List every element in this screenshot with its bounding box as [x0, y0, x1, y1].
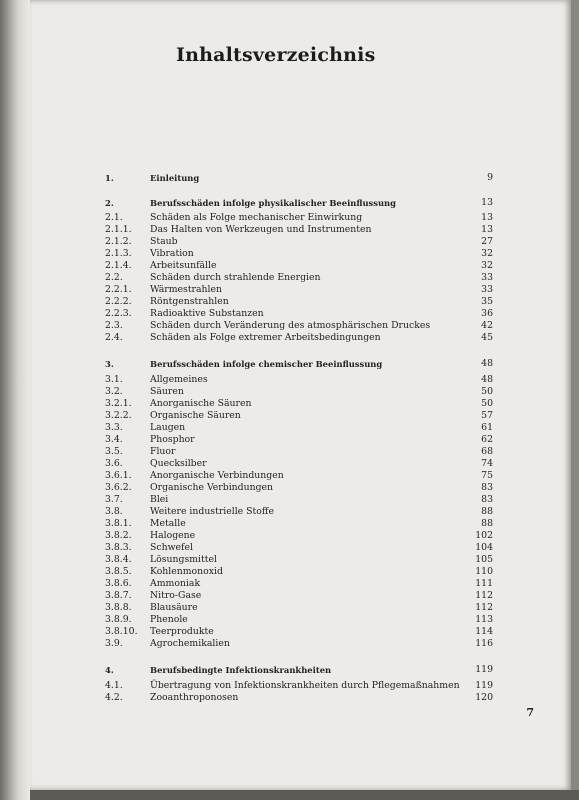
toc-row — [0, 638, 579, 650]
toc-title: Wärmestrahlen — [150, 284, 222, 295]
toc-number: 2.2.2. — [105, 296, 132, 307]
toc-row — [0, 236, 579, 248]
toc-row — [0, 566, 579, 578]
toc-title: Staub — [150, 236, 178, 247]
toc-number: 3.8.3. — [105, 542, 132, 553]
toc-number: 2.1.2. — [105, 236, 132, 247]
page-number: 7 — [526, 706, 534, 719]
toc-title: Säuren — [150, 386, 184, 397]
toc-title: Phenole — [150, 614, 188, 625]
toc-page: 68 — [481, 446, 493, 457]
toc-title: Fluor — [150, 446, 176, 457]
toc-title: Laugen — [150, 422, 186, 433]
toc-title: Metalle — [150, 518, 186, 529]
toc-page: 111 — [475, 578, 493, 589]
toc-number: 3.8.5. — [105, 566, 132, 577]
toc-title: Anorganische Verbindungen — [150, 470, 284, 481]
toc-row — [0, 434, 579, 446]
toc-title: Schwefel — [150, 542, 193, 553]
toc-number: 3.8.1. — [105, 518, 132, 529]
toc-title: Schäden durch strahlende Energien — [150, 272, 321, 283]
toc-page: 32 — [481, 260, 493, 271]
toc-page: 105 — [475, 554, 493, 565]
toc-title: Das Halten von Werkzeugen und Instrumenten — [150, 224, 372, 235]
toc-title: Organische Verbindungen — [150, 482, 274, 493]
toc-page: 48 — [481, 358, 493, 369]
toc-page: 116 — [475, 638, 493, 649]
toc-title: Kohlenmonoxid — [150, 566, 223, 577]
toc-row — [0, 260, 579, 272]
toc-row — [0, 224, 579, 236]
toc-row — [0, 470, 579, 482]
toc-number: 3.3. — [105, 422, 123, 433]
toc-title: Vibration — [150, 248, 194, 259]
toc-section-row — [0, 197, 579, 209]
toc-number: 2. — [105, 198, 114, 208]
toc-page: 119 — [475, 664, 493, 675]
toc-title: Lösungsmittel — [150, 554, 217, 565]
toc-row — [0, 692, 579, 704]
toc-number: 3.8.10. — [105, 626, 138, 637]
toc-number: 3.4. — [105, 434, 123, 445]
toc-number: 4.2. — [105, 692, 123, 703]
toc-row — [0, 578, 579, 590]
toc-page: 119 — [475, 680, 493, 691]
toc-title: Organische Säuren — [150, 410, 241, 421]
toc-page: 75 — [481, 470, 493, 481]
toc-page: 57 — [481, 410, 493, 421]
toc-row — [0, 284, 579, 296]
toc-number: 3.6. — [105, 458, 123, 469]
toc-title: Allgemeines — [150, 374, 208, 385]
toc-number: 3.8.2. — [105, 530, 132, 541]
toc-row — [0, 410, 579, 422]
toc-number: 3. — [105, 359, 114, 369]
toc-page: 88 — [481, 506, 493, 517]
toc-title: Teerprodukte — [150, 626, 214, 637]
toc-row — [0, 680, 579, 692]
toc-title: Quecksilber — [150, 458, 207, 469]
toc-row — [0, 446, 579, 458]
toc-number: 3.9. — [105, 638, 123, 649]
toc-page: 13 — [481, 224, 493, 235]
toc-page: 33 — [481, 284, 493, 295]
toc-row — [0, 374, 579, 386]
toc-title: Agrochemikalien — [150, 638, 230, 649]
toc-title: Arbeitsunfälle — [150, 260, 217, 271]
toc-number: 3.7. — [105, 494, 123, 505]
toc-number: 3.5. — [105, 446, 123, 457]
toc-number: 4.1. — [105, 680, 123, 691]
toc-section-row — [0, 664, 579, 676]
toc-number: 2.1.3. — [105, 248, 132, 259]
toc-row — [0, 530, 579, 542]
toc-section-row — [0, 172, 579, 184]
toc-row — [0, 308, 579, 320]
toc-row — [0, 590, 579, 602]
toc-row — [0, 494, 579, 506]
toc-number: 4. — [105, 665, 114, 675]
toc-number: 3.8.4. — [105, 554, 132, 565]
toc-page: 27 — [481, 236, 493, 247]
toc-number: 2.3. — [105, 320, 123, 331]
toc-number: 3.2. — [105, 386, 123, 397]
toc-page: 83 — [481, 482, 493, 493]
toc-page: 36 — [481, 308, 493, 319]
toc-row — [0, 212, 579, 224]
toc-section-row — [0, 358, 579, 370]
toc-title: Berufsschäden infolge chemischer Beeinflussung — [150, 359, 383, 369]
toc-title: Phosphor — [150, 434, 195, 445]
toc-row — [0, 506, 579, 518]
toc-title: Anorganische Säuren — [150, 398, 252, 409]
toc-page: 13 — [481, 212, 493, 223]
toc-row — [0, 482, 579, 494]
toc-row — [0, 398, 579, 410]
toc-row — [0, 422, 579, 434]
toc-page: 62 — [481, 434, 493, 445]
toc-row — [0, 554, 579, 566]
toc-page: 120 — [475, 692, 493, 703]
toc-row — [0, 602, 579, 614]
toc-title: Schäden als Folge mechanischer Einwirkung — [150, 212, 363, 223]
toc-page: 9 — [487, 172, 493, 183]
toc-title: Halogene — [150, 530, 196, 541]
toc-page: 61 — [481, 422, 493, 433]
toc-number: 3.8. — [105, 506, 123, 517]
toc-number: 2.2.1. — [105, 284, 132, 295]
toc-title: Schäden durch Veränderung des atmosphärischen Druckes — [150, 320, 431, 331]
toc-row — [0, 626, 579, 638]
toc-page: 45 — [481, 332, 493, 343]
toc-row — [0, 458, 579, 470]
toc-page: 50 — [481, 398, 493, 409]
toc-page: 32 — [481, 248, 493, 259]
toc-number: 2.2.3. — [105, 308, 132, 319]
toc-title: Blausäure — [150, 602, 198, 613]
toc-number: 2.1. — [105, 212, 123, 223]
toc-number: 2.2. — [105, 272, 123, 283]
toc-number: 2.1.4. — [105, 260, 132, 271]
toc-title: Berufsschäden infolge physikalischer Beeinflussung — [150, 198, 396, 208]
toc-page: 88 — [481, 518, 493, 529]
toc-title: Ammoniak — [150, 578, 201, 589]
toc-page: 74 — [481, 458, 493, 469]
toc-page: 104 — [475, 542, 493, 553]
toc-title: Übertragung von Infektionskrankheiten durch Pflegemaßnahmen — [150, 680, 460, 691]
toc-page: 112 — [475, 590, 493, 601]
toc-title: Radioaktive Substanzen — [150, 308, 264, 319]
toc-number: 2.4. — [105, 332, 123, 343]
toc-page: 83 — [481, 494, 493, 505]
toc-row — [0, 518, 579, 530]
toc-row — [0, 332, 579, 344]
toc-title: Röntgenstrahlen — [150, 296, 229, 307]
toc-title: Schäden als Folge extremer Arbeitsbedingungen — [150, 332, 381, 343]
toc-page: 33 — [481, 272, 493, 283]
toc-title: Nitro-Gase — [150, 590, 202, 601]
toc-title: Blei — [150, 494, 169, 505]
toc-number: 3.6.2. — [105, 482, 132, 493]
toc-number: 3.1. — [105, 374, 123, 385]
toc-title: Zooanthroponosen — [150, 692, 239, 703]
toc-page: 110 — [475, 566, 493, 577]
toc-page: 35 — [481, 296, 493, 307]
toc-page: 114 — [475, 626, 493, 637]
toc-row — [0, 614, 579, 626]
toc-title: Einleitung — [150, 173, 200, 183]
toc-page: 42 — [481, 320, 493, 331]
toc-number: 3.8.6. — [105, 578, 132, 589]
toc-number: 2.1.1. — [105, 224, 132, 235]
toc-page: 48 — [481, 374, 493, 385]
toc-page: 113 — [475, 614, 493, 625]
toc-number: 3.8.9. — [105, 614, 132, 625]
toc-title: Berufsbedingte Infektionskrankheiten — [150, 665, 332, 675]
toc-page: 112 — [475, 602, 493, 613]
toc-number: 1. — [105, 173, 114, 183]
toc-row — [0, 248, 579, 260]
toc-number: 3.8.8. — [105, 602, 132, 613]
toc-row — [0, 320, 579, 332]
toc-page: 50 — [481, 386, 493, 397]
toc-row — [0, 296, 579, 308]
toc-row — [0, 272, 579, 284]
toc-row — [0, 542, 579, 554]
page-title: Inhaltsverzeichnis — [176, 44, 376, 66]
toc-row — [0, 386, 579, 398]
toc-number: 3.8.7. — [105, 590, 132, 601]
toc-title: Weitere industrielle Stoffe — [150, 506, 274, 517]
toc-number: 3.2.2. — [105, 410, 132, 421]
toc-page: 13 — [481, 197, 493, 208]
toc-number: 3.2.1. — [105, 398, 132, 409]
toc-number: 3.6.1. — [105, 470, 132, 481]
toc-page: 102 — [475, 530, 493, 541]
